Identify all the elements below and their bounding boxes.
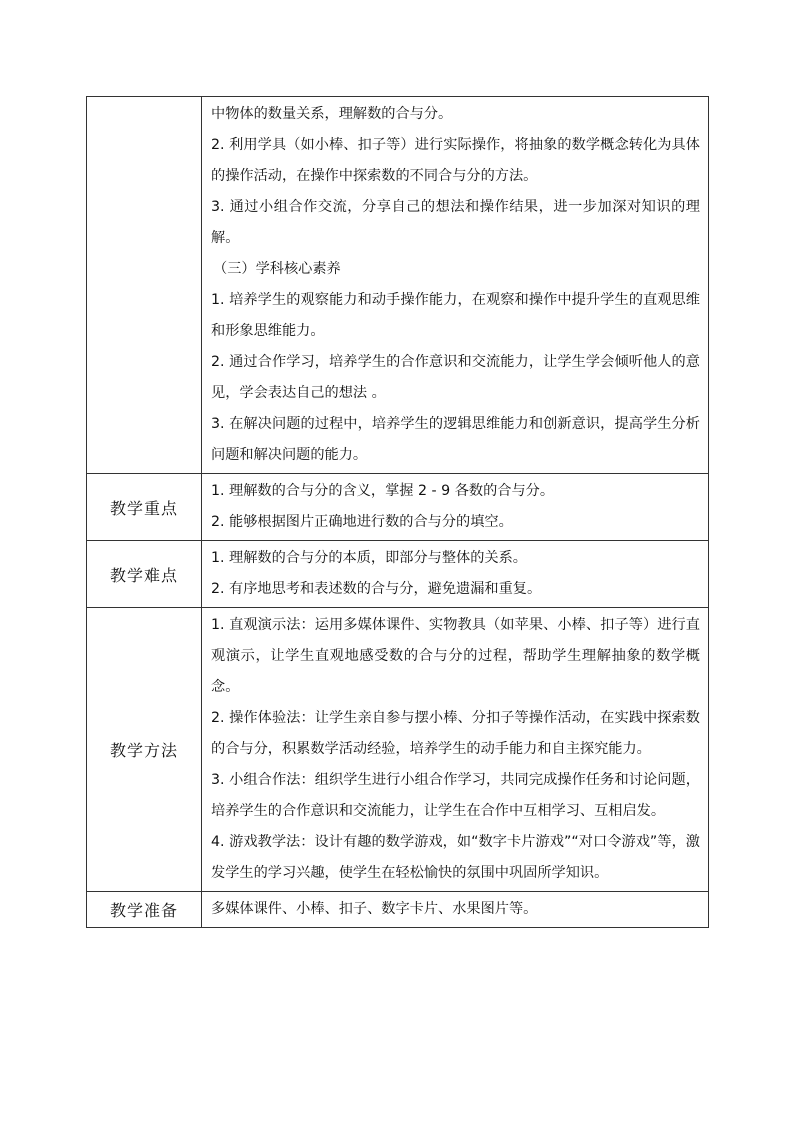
paragraph: 4. 游戏教学法：设计有趣的数学游戏，如“数字卡片游戏”“对口令游戏”等，激发学生的学习兴趣，使学生在轻松愉快的氛围中巩固所学知识。: [211, 834, 700, 881]
paragraph: 2. 通过合作学习，培养学生的合作意识和交流能力，让学生学会倾听他人的意见，学会表达自己的想法 。: [211, 354, 700, 401]
paragraph: 2. 操作体验法：让学生亲自参与摆小棒、分扣子等操作活动，在实践中探索数的合与分，积累数学活动经验，培养学生的动手能力和自主探究能力。: [211, 710, 700, 757]
table-row-key-points: [87, 474, 709, 541]
paragraph: 1. 培养学生的观察能力和动手操作能力，在观察和操作中提升学生的直观思维和形象思维能力。: [211, 292, 700, 339]
paragraph: 1. 理解数的合与分的本质，即部分与整体的关系。: [211, 550, 527, 566]
row-label-difficulties: 教学难点: [87, 541, 202, 608]
paragraph: 2. 有序地思考和表述数的合与分，避免遗漏和重复。: [211, 581, 542, 597]
row-content-preparation: [202, 892, 709, 928]
row-content-objectives: [202, 97, 709, 474]
section-heading: （三）学科核心素养: [213, 261, 341, 277]
row-label-key-points: 教学重点: [87, 474, 202, 541]
table-row-preparation: [87, 892, 709, 928]
table-row-difficulties: [87, 541, 709, 608]
row-content-methods: [202, 608, 709, 892]
paragraph: 2. 能够根据图片正确地进行数的合与分的填空。: [211, 514, 513, 530]
paragraph: 1. 直观演示法：运用多媒体课件、实物教具（如苹果、小棒、扣子等）进行直观演示，让学生直观地感受数的合与分的过程，帮助学生理解抽象的数学概念。: [211, 617, 700, 695]
lesson-plan-table: [86, 96, 709, 928]
paragraph: 3. 在解决问题的过程中，培养学生的逻辑思维能力和创新意识，提高学生分析问题和解决问题的能力。: [211, 416, 700, 463]
table-row-objectives-continued: [87, 97, 709, 474]
paragraph: 中物体的数量关系，理解数的合与分。: [211, 106, 453, 122]
paragraph: 2. 利用学具（如小棒、扣子等）进行实际操作，将抽象的数学概念转化为具体的操作活动，在操作中探索数的不同合与分的方法。: [211, 137, 700, 184]
row-content-difficulties: [202, 541, 709, 608]
row-label-methods: 教学方法: [87, 608, 202, 892]
row-content-key-points: [202, 474, 709, 541]
row-label-preparation: 教学准备: [87, 892, 202, 928]
row-label-empty: [87, 97, 202, 474]
paragraph: 3. 小组合作法：组织学生进行小组合作学习，共同完成操作任务和讨论问题，培养学生的合作意识和交流能力，让学生在合作中互相学习、互相启发。: [211, 772, 700, 819]
paragraph: 3. 通过小组合作交流，分享自己的想法和操作结果，进一步加深对知识的理解。: [211, 199, 700, 246]
paragraph: 1. 理解数的合与分的含义，掌握 2 - 9 各数的合与分。: [211, 483, 555, 499]
paragraph: 多媒体课件、小棒、扣子、数字卡片、水果图片等。: [211, 901, 538, 917]
table-row-methods: [87, 608, 709, 892]
